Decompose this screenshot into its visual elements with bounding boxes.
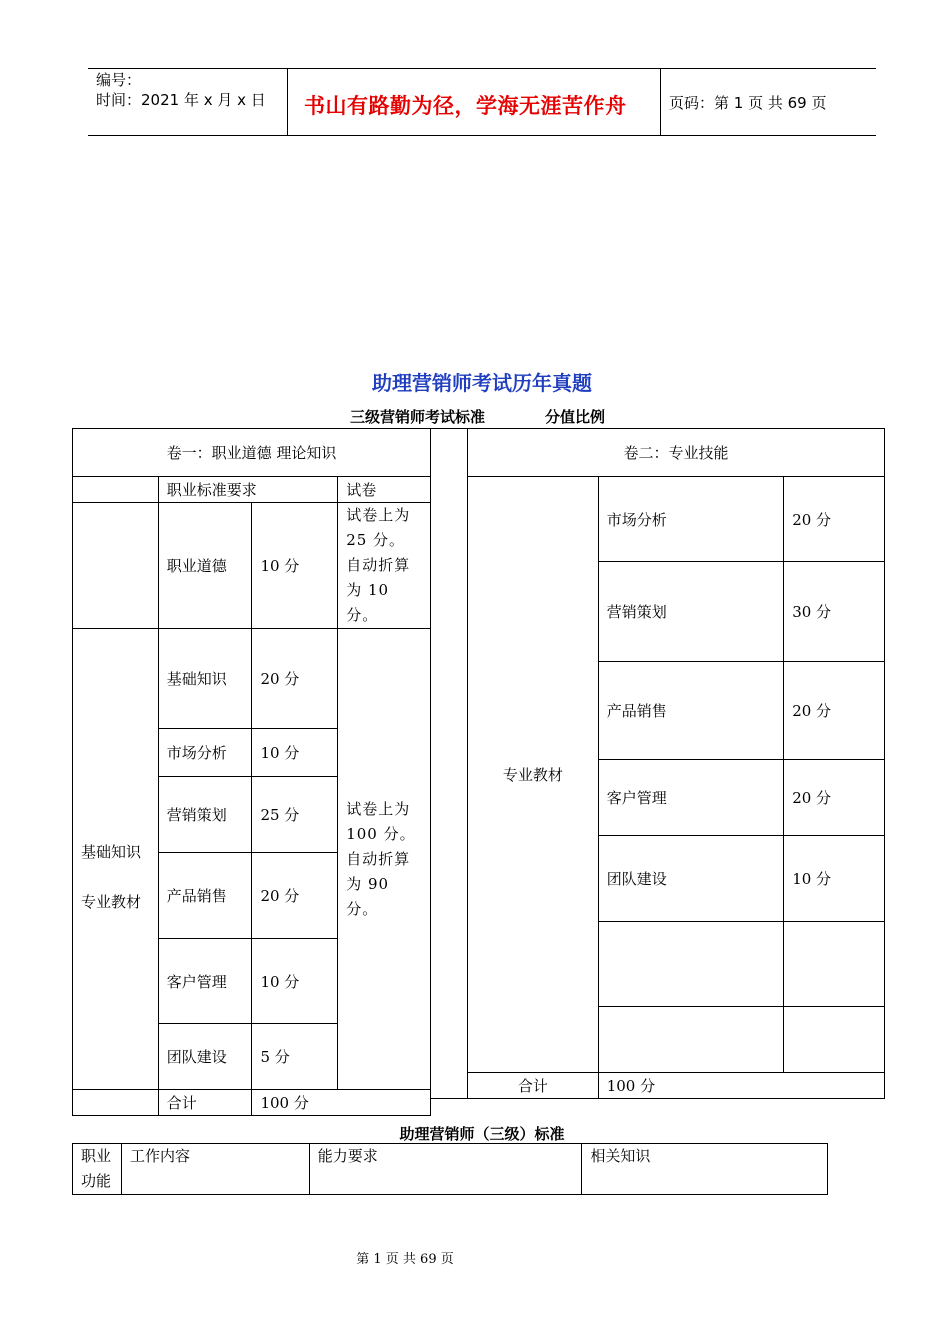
paper1-ethics-note: 试卷上为 25 分。 自动折算 为 10 分。 <box>338 503 431 629</box>
table-row-score: 20 分 <box>784 662 885 760</box>
table-row-score: 20 分 <box>252 853 338 939</box>
doc-number-label: 编号： <box>96 71 142 89</box>
table-row: 团队建设 <box>158 1024 252 1090</box>
header-page-label: 页码：第 1 页 共 69 页 <box>669 94 827 112</box>
paper1-col-paper: 试卷 <box>338 477 431 503</box>
table-row: 基础知识 <box>158 629 252 729</box>
table-row: 客户管理 <box>158 939 252 1024</box>
doc-time-label: 时间：2021 年 x 月 x 日 <box>96 91 266 109</box>
standard-col-function: 职业 功能 <box>73 1144 122 1195</box>
table-row-score: 30 分 <box>784 562 885 662</box>
paper1-total-value: 100 分 <box>252 1090 431 1116</box>
table-row-empty-score <box>784 922 885 1007</box>
paper1-total-blank <box>73 1090 159 1116</box>
table-row-score: 10 分 <box>784 836 885 922</box>
header-divider-left <box>287 68 288 136</box>
page-title: 助理营销师考试历年真题 <box>372 371 592 395</box>
table-subtitle-right: 分值比例 <box>545 408 606 426</box>
table-row: 团队建设 <box>598 836 784 922</box>
table-row-score: 5 分 <box>252 1024 338 1090</box>
table-row-empty <box>598 922 784 1007</box>
table-row: 市场分析 <box>598 477 784 562</box>
paper2-table <box>467 428 885 1099</box>
table-row: 产品销售 <box>598 662 784 760</box>
table-row-score: 25 分 <box>252 777 338 853</box>
table-row: 营销策划 <box>598 562 784 662</box>
paper1-header-blank <box>73 477 159 503</box>
standard-table <box>72 1143 828 1195</box>
header-top-rule <box>88 68 876 69</box>
paper1-total-label: 合计 <box>158 1090 252 1116</box>
standard-col-work: 工作内容 <box>121 1144 309 1195</box>
paper1-group-label: 基础知识 专业教材 <box>73 629 159 1090</box>
header-divider-right <box>660 68 661 136</box>
paper2-heading: 卷二：专业技能 <box>468 429 885 477</box>
table-row: 市场分析 <box>158 729 252 777</box>
table-row-score: 20 分 <box>784 760 885 836</box>
paper1-table <box>72 428 431 1116</box>
paper1-col-standard: 职业标准要求 <box>158 477 337 503</box>
table-row-score: 10 分 <box>252 939 338 1024</box>
standard-col-ability: 能力要求 <box>309 1144 582 1195</box>
standard-title: 助理营销师（三级）标准 <box>399 1125 565 1143</box>
standard-col-knowledge: 相关知识 <box>582 1144 828 1195</box>
header-bottom-rule <box>88 135 876 136</box>
table-row: 营销策划 <box>158 777 252 853</box>
table-row-empty <box>598 1007 784 1073</box>
table-row-score: 20 分 <box>784 477 885 562</box>
paper1-main-note: 试卷上为 100 分。 自动折算 为 90 分。 <box>338 629 431 1090</box>
table-row: 客户管理 <box>598 760 784 836</box>
gap-top-rule <box>431 428 467 429</box>
paper1-ethics-score: 10 分 <box>252 503 338 629</box>
paper2-group-label: 专业教材 <box>468 477 599 1073</box>
table-row: 产品销售 <box>158 853 252 939</box>
paper2-total-value: 100 分 <box>598 1073 884 1099</box>
header-motto: 书山有路勤为径，学海无涯苦作舟 <box>304 94 627 118</box>
paper1-heading: 卷一：职业道德 理论知识 <box>73 429 431 477</box>
paper2-total-label: 合计 <box>468 1073 599 1099</box>
table-row-score: 10 分 <box>252 729 338 777</box>
table-row-score: 20 分 <box>252 629 338 729</box>
paper1-ethics-blank <box>73 503 159 629</box>
table-row-empty-score <box>784 1007 885 1073</box>
page-footer: 第 1 页 共 69 页 <box>356 1252 454 1267</box>
paper1-ethics-name: 职业道德 <box>158 503 252 629</box>
table-subtitle-left: 三级营销师考试标准 <box>350 408 486 426</box>
gap-bottom-rule <box>431 1098 467 1099</box>
